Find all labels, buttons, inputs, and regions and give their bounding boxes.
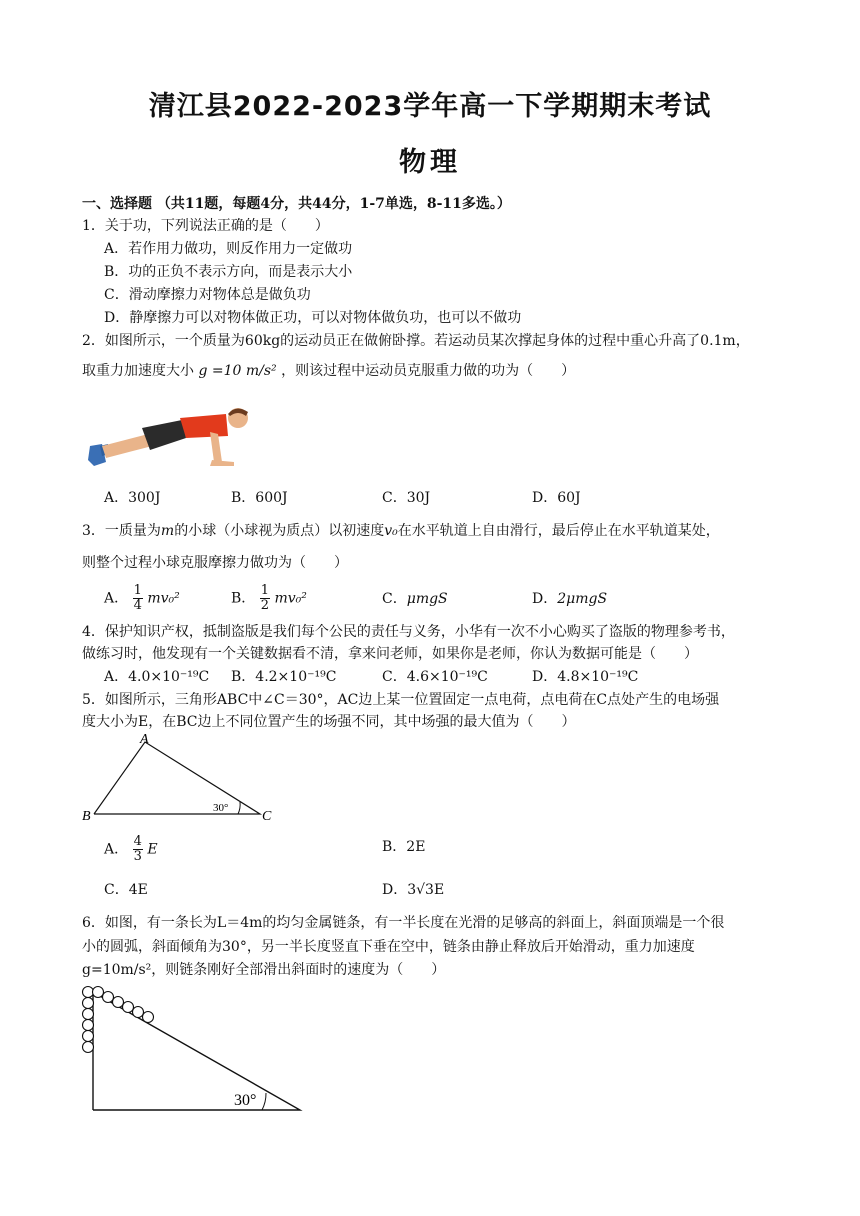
numerator: 1 bbox=[260, 583, 270, 598]
denominator: 2 bbox=[260, 598, 270, 613]
vertex-b-label: B bbox=[82, 809, 91, 824]
question-1-option-b: B．功的正负不表示方向，而是表示大小 bbox=[104, 264, 353, 280]
fraction bbox=[133, 584, 143, 613]
q3-part-c: 在水平轨道上自由滑行，最后停止在水平轨道某处， bbox=[397, 523, 720, 539]
question-4-stem-line1: 4．保护知识产权，抵制盗版是我们每个公民的责任与义务，小华有一次不小心购买了盗版的物理参考书， bbox=[82, 624, 735, 640]
option-label: A． bbox=[104, 590, 129, 607]
pushup-athlete-image bbox=[86, 404, 256, 474]
question-2-option-a: A．300J bbox=[104, 490, 161, 506]
question-2-option-d: D．60J bbox=[532, 490, 581, 506]
question-3-option-b bbox=[231, 584, 307, 613]
exam-title: 清江县2022-2023学年高一下学期期末考试 bbox=[148, 91, 712, 122]
option-label: A． bbox=[104, 841, 129, 858]
denominator: 4 bbox=[133, 598, 142, 613]
question-5-option-a bbox=[104, 835, 158, 864]
fraction bbox=[133, 835, 143, 864]
numerator: 1 bbox=[133, 583, 142, 598]
fraction bbox=[260, 584, 270, 613]
question-6-stem-line1: 6．如图，有一条长为L＝4m的均匀金属链条，有一半长度在光滑的足够高的斜面上，斜面顶端是一个很 bbox=[82, 915, 725, 931]
question-4-stem-line2: 做练习时，他发现有一个关键数据看不清，拿来问老师，如果你是老师，你认为数据可能是（ ） bbox=[82, 646, 698, 662]
question-4-option-a: A．4.0×10⁻¹⁹C bbox=[104, 669, 210, 685]
question-4-option-b: B．4.2×10⁻¹⁹C bbox=[231, 669, 337, 685]
q3-part-a: 3．一质量为 bbox=[82, 523, 161, 539]
question-1-option-d: D．静摩擦力可以对物体做正功，可以对物体做负功，也可以不做功 bbox=[104, 310, 522, 326]
question-2-option-b: B．600J bbox=[231, 490, 288, 506]
section-heading: 一、选择题 （共11题，每题4分，共44分，1-7单选，8-11多选。） bbox=[82, 196, 511, 212]
question-3-stem-line2: 则整个过程小球克服摩擦力做功为（ ） bbox=[82, 555, 348, 571]
incline-angle-arc bbox=[262, 1093, 266, 1110]
incline-angle-label: 30° bbox=[234, 1092, 257, 1109]
question-6-stem-line3: g=10m/s²，则链条刚好全部滑出斜面时的速度为（ ） bbox=[82, 962, 446, 978]
expression: mv₀² bbox=[147, 590, 180, 607]
question-3-option-d bbox=[532, 589, 607, 609]
question-5-option-b: B．2E bbox=[382, 839, 426, 855]
question-2-stem-part-b: ，则该过程中运动员克服重力做的功为（ ） bbox=[281, 363, 576, 379]
option-label: D． bbox=[532, 591, 558, 607]
option-label: C． bbox=[382, 591, 407, 607]
expression: mv₀² bbox=[274, 590, 307, 607]
angle-arc bbox=[238, 802, 240, 814]
expression: 2μmgS bbox=[557, 591, 608, 607]
question-5-option-c: C．4E bbox=[104, 882, 148, 898]
question-3-stem-line1 bbox=[82, 521, 720, 541]
question-5-option-d: D．3√3E bbox=[382, 882, 445, 898]
triangle-abc-diagram bbox=[80, 730, 280, 825]
question-2-stem-part-a: 取重力加速度大小 bbox=[82, 363, 194, 379]
question-1-option-a: A．若作用力做功，则反作用力一定做功 bbox=[104, 241, 353, 257]
question-4-option-c: C．4.6×10⁻¹⁹C bbox=[382, 669, 488, 685]
vertex-a-label: A bbox=[140, 732, 149, 747]
question-1-option-c: C．滑动摩擦力对物体总是做负功 bbox=[104, 287, 311, 303]
question-1-stem: 1．关于功，下列说法正确的是（ ） bbox=[82, 218, 329, 234]
vertex-c-label: C bbox=[262, 809, 272, 824]
question-2-stem-line2 bbox=[82, 361, 575, 381]
numerator: 4 bbox=[133, 834, 142, 849]
question-3-option-c bbox=[382, 589, 448, 609]
question-5-stem-line2: 度大小为E，在BC边上不同位置产生的场强不同，其中场强的最大值为（ ） bbox=[82, 714, 576, 730]
question-6-stem-line2: 小的圆弧，斜面倾角为30°，另一半长度竖直下垂在空中，链条由静止释放后开始滑动，重力加速度 bbox=[82, 939, 695, 955]
question-4-option-d: D．4.8×10⁻¹⁹C bbox=[532, 669, 639, 685]
exam-subject: 物理 bbox=[399, 147, 461, 178]
expression: μmgS bbox=[406, 591, 448, 607]
triangle-shape bbox=[94, 742, 260, 814]
option-label: B． bbox=[231, 590, 256, 607]
question-3-option-a bbox=[104, 584, 180, 613]
denominator: 3 bbox=[133, 849, 142, 864]
initial-velocity-symbol: v₀ bbox=[384, 523, 398, 539]
q3-part-b: 的小球（小球视为质点）以初速度 bbox=[174, 523, 385, 539]
question-2-stem-line1: 2．如图所示，一个质量为60kg的运动员正在做俯卧撑。若运动员某次撑起身体的过程中重心升高了0.1m， bbox=[82, 333, 750, 349]
angle-label: 30° bbox=[213, 802, 229, 814]
gravity-value: g =10 m/s² bbox=[198, 363, 277, 379]
mass-symbol: m bbox=[160, 523, 175, 539]
incline-chain-diagram bbox=[76, 982, 306, 1114]
question-5-stem-line1: 5．如图所示，三角形ABC中∠C＝30°，AC边上某一位置固定一点电荷，点电荷在C点处产生的电场强 bbox=[82, 692, 720, 708]
expression: E bbox=[147, 841, 158, 858]
question-2-option-c: C．30J bbox=[382, 490, 431, 506]
